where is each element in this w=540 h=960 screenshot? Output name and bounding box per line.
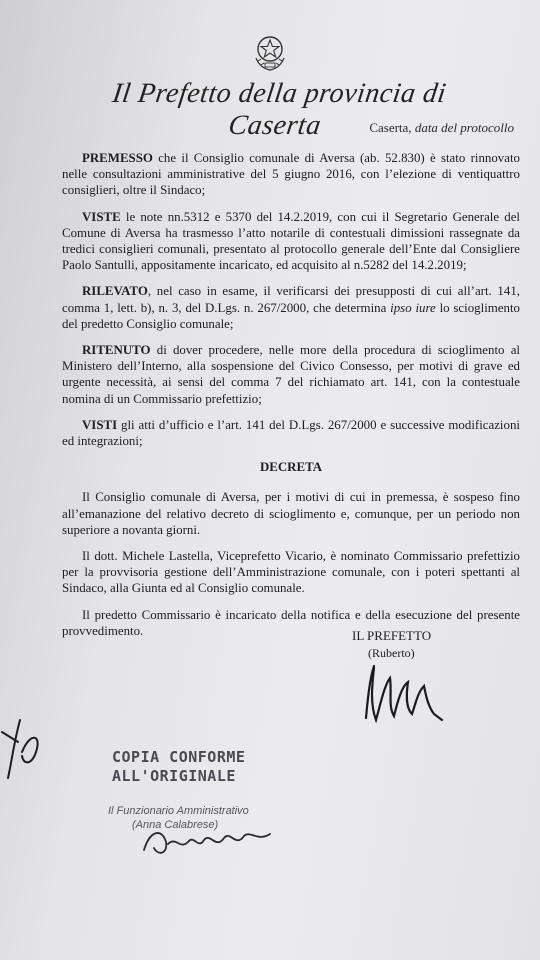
italian-republic-emblem-icon: [250, 30, 290, 72]
signatory-name: (Ruberto): [368, 646, 415, 660]
decreta-heading: DECRETA: [259, 460, 323, 475]
signatory-title: IL PREFETTO: [352, 628, 432, 643]
document-header-title: Il Prefetto della provincia di Caserta: [110, 78, 449, 141]
place-text: Caserta,: [369, 120, 412, 135]
official-signature: [140, 820, 280, 860]
handwritten-initials: [0, 712, 50, 782]
decree-body: [62, 150, 520, 649]
stamp-line-4: (Anna Calabrese): [132, 819, 219, 831]
premesso-paragraph: [62, 150, 520, 199]
article-2: Il dott. Michele Lastella, Viceprefetto Vicario, è nominato Commissario prefettizio per la provvisoria gestione dell’Amministrazione comunale, con i poteri spettanti al Sindaco, alla Giunta ed al Consiglio comunale.: [62, 549, 520, 596]
visti-text: gli atti d’ufficio e l’art. 141 del D.Lgs. 267/2000 e successive modificazioni ed integrazioni;: [62, 417, 520, 449]
stamp-line-1: COPIA CONFORME: [112, 748, 246, 766]
certified-copy-stamp: [112, 748, 245, 786]
viste-text: le note nn.5312 e 5370 del 14.2.2019, con cui il Segretario Generale del Comune di Aversa ha trasmesso l’atto notarile di contestuali dimissioni rassegnate da tredici consiglieri comunali, presentato al protocollo generale dell’Ente dal Consigliere Paolo Santulli, appositamente incaricato, ed acquisito al n.5282 del 14.2.2019;: [62, 209, 520, 273]
ritenuto-paragraph: [62, 342, 520, 407]
rilevato-keyword: RILEVATO: [82, 284, 148, 299]
article-3: Il predetto Commissario è incaricato della notifica e della esecuzione del presente provvedimento.: [62, 607, 520, 638]
rilevato-text-b: lo scioglimento del predetto Consiglio comunale;: [62, 300, 520, 331]
viste-keyword: VISTE: [82, 209, 121, 224]
rilevato-text-a: , nel caso in esame, il verificarsi dei presupposti di cui all’art. 141, comma 1, lett. b), n. 3, del D.Lgs. n. 267/2000, che determina: [62, 284, 520, 315]
visti-keyword: VISTI: [82, 417, 118, 432]
rilevato-latin: ipso iure: [390, 300, 436, 315]
stamp-line-2: ALL'ORIGINALE: [112, 767, 236, 785]
premesso-text: che il Consiglio comunale di Aversa (ab. 52.830) è stato rinnovato nelle consultazioni amministrative del 5 giugno 2016, con l’elezione di ventiquattro consiglieri, oltre il Sindaco;: [62, 151, 520, 198]
date-note: data del protocollo: [414, 120, 514, 135]
premesso-keyword: PREMESSO: [82, 151, 153, 165]
ritenuto-keyword: RITENUTO: [82, 343, 151, 358]
prefect-signature: [356, 656, 456, 728]
viste-paragraph: [62, 209, 520, 274]
ritenuto-text: di dover procedere, nelle more della procedura di scioglimento al Ministero dell’Interno, alla sospensione del Civico Consesso, per motivi di grave ed urgente necessità, ai sensi del comma 7 del richiamato art. 141, con la contestuale nomina di un Commissario prefettizio;: [62, 343, 520, 406]
stamp-line-3: Il Funzionario Amministrativo: [108, 805, 249, 817]
article-1: Il Consiglio comunale di Aversa, per i motivi di cui in premessa, è sospeso fino all’emanazione del relativo decreto di scioglimento e, comunque, per un periodo non superiore a novanta giorni.: [62, 490, 520, 537]
date-line: [369, 120, 514, 136]
rilevato-paragraph: [62, 283, 520, 332]
visti-paragraph: [62, 417, 520, 449]
